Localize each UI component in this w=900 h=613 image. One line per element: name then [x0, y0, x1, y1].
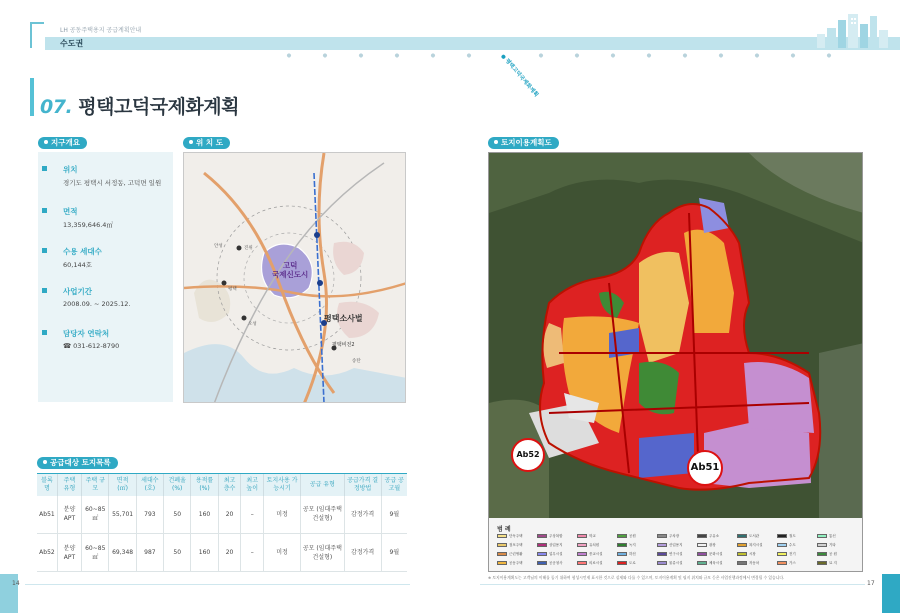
- table-cell: 분양APT: [57, 496, 81, 534]
- legend-item: 단독주택: [497, 534, 523, 539]
- location-main-label: 고덕 국제신도시: [272, 261, 309, 279]
- header-bracket: [30, 22, 44, 48]
- legend-item: 물류시설: [657, 561, 683, 566]
- section-landuse-label: 토지이용계획도: [488, 137, 559, 149]
- table-cell: –: [241, 496, 264, 534]
- district-tab[interactable]: [717, 52, 725, 60]
- legend-swatch: [777, 552, 787, 556]
- legend-item: 유치원: [577, 543, 599, 548]
- table-header-cell: 블록명: [37, 474, 57, 496]
- legend-swatch: [737, 534, 747, 538]
- legend-item: 도로: [617, 561, 636, 566]
- legend-swatch: [617, 561, 627, 565]
- table-row: [37, 496, 407, 534]
- district-tab[interactable]: [573, 52, 581, 60]
- table-cell: 20: [218, 496, 241, 534]
- location-small-label: 평택: [228, 287, 237, 292]
- legend-item: 업무시설: [537, 552, 563, 557]
- location-small-label: 오성: [248, 322, 257, 327]
- footer-divider: [480, 584, 865, 585]
- legend-item: 가스: [777, 561, 796, 566]
- section-overview-label: 지구개요: [38, 137, 87, 149]
- legend-swatch: [737, 561, 747, 565]
- legend-swatch: [737, 543, 747, 547]
- district-tab[interactable]: [609, 52, 617, 60]
- legend-item: 복지시설: [737, 543, 763, 548]
- table-cell: 공모 (임대주택 건설형): [301, 534, 345, 572]
- legend-item: 전기: [777, 552, 796, 557]
- district-tab[interactable]: [285, 52, 293, 60]
- legend-swatch: [497, 534, 507, 538]
- legend-swatch: [737, 552, 747, 556]
- legend-swatch: [697, 534, 707, 538]
- region-bar: [45, 37, 900, 50]
- district-tab[interactable]: [465, 52, 473, 60]
- breadcrumb: LH 공동주택용지 공급계획안내: [60, 27, 142, 34]
- legend-swatch: [657, 561, 667, 565]
- location-small-label: 진위: [244, 246, 253, 251]
- legend-swatch: [577, 543, 587, 547]
- table-header-cell: 공급가격 결정방법: [344, 474, 381, 496]
- section-location-label: 위 치 도: [183, 137, 230, 149]
- legend-item: 상업용지: [537, 543, 563, 548]
- legend-swatch: [817, 543, 827, 547]
- location-map: [183, 152, 406, 403]
- table-cell: 60~85㎡: [82, 496, 109, 534]
- district-tab[interactable]: [321, 52, 329, 60]
- legend-item: 주상복합: [537, 534, 563, 539]
- legend-swatch: [577, 561, 587, 565]
- legend-swatch: [657, 552, 667, 556]
- table-cell: 60~85㎡: [82, 534, 109, 572]
- legend-item: 시장: [737, 552, 756, 557]
- legend-item: 문화시설: [697, 552, 723, 557]
- legend-swatch: [697, 561, 707, 565]
- legend-swatch: [777, 543, 787, 547]
- legend-item: 도서관: [737, 534, 759, 539]
- legend-item: 근린생활: [497, 552, 523, 557]
- legend-item: 자동차: [737, 561, 759, 566]
- legend-swatch: [577, 552, 587, 556]
- legend-item: 공원: [617, 534, 636, 539]
- title-accent: [30, 78, 34, 116]
- legend-item: 묘 지: [817, 561, 837, 566]
- right-corner-bar: [882, 574, 900, 613]
- table-header-cell: 토지사용 가능시기: [264, 474, 301, 496]
- top-strip: [0, 0, 900, 10]
- legend-item: 녹지: [617, 543, 636, 548]
- district-tab[interactable]: [357, 52, 365, 60]
- legend-item: 산업용지: [657, 543, 683, 548]
- footer-divider: [25, 584, 410, 585]
- legend-swatch: [617, 543, 627, 547]
- legend-swatch: [777, 561, 787, 565]
- table-cell: 50: [164, 534, 191, 572]
- landuse-map-graphic: [489, 153, 863, 518]
- district-tab[interactable]: [429, 52, 437, 60]
- legend-swatch: [537, 543, 547, 547]
- legend-item: 학교: [577, 534, 596, 539]
- table-cell: Ab52: [37, 534, 57, 572]
- table-cell: 50: [164, 496, 191, 534]
- district-tab[interactable]: [789, 52, 797, 60]
- title-number: 07.: [40, 96, 73, 118]
- table-cell: 20: [218, 534, 241, 572]
- region-label: 수도권: [60, 39, 84, 48]
- table-header-cell: 세대수 (호): [136, 474, 163, 496]
- table-header-cell: 공급 유형: [301, 474, 345, 496]
- table-header-cell: 주택 규모: [82, 474, 109, 496]
- table-cell: 160: [191, 496, 218, 534]
- legend-item: 광장: [697, 543, 716, 548]
- legend-swatch: [697, 552, 707, 556]
- page-number-right: 17: [867, 580, 875, 587]
- district-tab[interactable]: [825, 52, 833, 60]
- table-cell: 미정: [264, 534, 301, 572]
- table-header-cell: 최고 층수: [218, 474, 241, 496]
- table-cell: –: [241, 534, 264, 572]
- legend-item: 통신: [817, 534, 836, 539]
- legend-swatch: [777, 534, 787, 538]
- table-cell: 공모 (임대주택 건설형): [301, 496, 345, 534]
- table-cell: 55,701: [109, 496, 136, 534]
- legend-swatch: [617, 552, 627, 556]
- landuse-map: [488, 152, 863, 572]
- legend-swatch: [657, 543, 667, 547]
- map-footnote: ※ 토지이용계획도는 고객님의 이해를 돕기 위하여 협성시언제 표시한 것으로 실제와 다를 수 있으며, 토지이용계획 및 필지 위치와 규모 등은 사업진행과정에서 변경될 수 있습니다.: [488, 575, 785, 580]
- page-number-left: 14: [12, 580, 20, 587]
- location-small-label: 안성: [214, 244, 223, 249]
- district-tabs: [290, 52, 850, 99]
- legend-swatch: [497, 543, 507, 547]
- location-secondary-label: 평택소사벌: [324, 314, 363, 323]
- legend-item: 기타: [817, 543, 836, 548]
- location-small-label: 송탄: [352, 359, 361, 364]
- legend-item: 수도: [777, 543, 796, 548]
- legend-swatch: [537, 534, 547, 538]
- legend-item: 철도: [777, 534, 796, 539]
- district-tab[interactable]: [393, 52, 401, 60]
- legend-item: 의료시설: [577, 561, 603, 566]
- title-text: 평택고덕국제화계획: [78, 96, 239, 118]
- block-marker-ab52[interactable]: Ab52: [511, 438, 545, 472]
- district-tab[interactable]: 평택고덕국제화계획: [500, 52, 541, 98]
- legend-item: 연구시설: [657, 552, 683, 557]
- table-cell: 감정가격: [344, 534, 381, 572]
- legend-item: 공공청사: [537, 561, 563, 566]
- legend-item: 공동주택: [497, 561, 523, 566]
- city-skyline-icon: [815, 10, 890, 48]
- legend-swatch: [537, 552, 547, 556]
- table-header-cell: 최고 높이: [241, 474, 264, 496]
- block-marker-ab51[interactable]: Ab51: [687, 450, 723, 486]
- table-cell: 9월: [381, 496, 407, 534]
- table-header-cell: 주택 유형: [57, 474, 81, 496]
- table-header-cell: 면적 (㎡): [109, 474, 136, 496]
- table-cell: 160: [191, 534, 218, 572]
- page-title: [40, 92, 239, 119]
- legend-swatch: [577, 534, 587, 538]
- district-tab[interactable]: [753, 52, 761, 60]
- table-cell: 9월: [381, 534, 407, 572]
- legend-swatch: [657, 534, 667, 538]
- legend-item: 주차장: [657, 534, 679, 539]
- legend-swatch: [817, 552, 827, 556]
- table-cell: 793: [136, 496, 163, 534]
- legend-item: 공 원: [817, 552, 837, 557]
- table-cell: 69,348: [109, 534, 136, 572]
- legend-item: 주유소: [697, 534, 719, 539]
- legend-title: 범 례: [497, 526, 511, 533]
- legend-swatch: [817, 561, 827, 565]
- table-header-cell: 용적률 (%): [191, 474, 218, 496]
- table-cell: 987: [136, 534, 163, 572]
- supply-table: [37, 473, 407, 572]
- legend-item: 하천: [617, 552, 636, 557]
- table-cell: 미정: [264, 496, 301, 534]
- district-tab[interactable]: [645, 52, 653, 60]
- table-cell: 감정가격: [344, 496, 381, 534]
- district-tab[interactable]: [537, 52, 545, 60]
- legend-item: 체육시설: [697, 561, 723, 566]
- legend-item: 종교시설: [577, 552, 603, 557]
- table-row: [37, 534, 407, 572]
- overview-panel: 위치 경기도 평택시 서정동, 고덕면 일원 면적 13,359,646.4㎡ 수용 세대수 60,144호 사업기간 2008.09. ~ 2025.12. 담당자 연락처 ☎ 031-612-8790: [38, 152, 173, 402]
- location-station-label: 평택비전2: [332, 342, 355, 348]
- table-header-cell: 공급 공고월: [381, 474, 407, 496]
- legend-swatch: [537, 561, 547, 565]
- legend-swatch: [617, 534, 627, 538]
- legend-item: 점포주택: [497, 543, 523, 548]
- map-legend: [489, 518, 863, 572]
- table-cell: 분양APT: [57, 534, 81, 572]
- district-tab[interactable]: [681, 52, 689, 60]
- legend-swatch: [497, 552, 507, 556]
- table-header-cell: 건폐율 (%): [164, 474, 191, 496]
- legend-swatch: [817, 534, 827, 538]
- legend-swatch: [497, 561, 507, 565]
- section-supply-label: 공급대상 토지목록: [37, 457, 118, 469]
- table-cell: Ab51: [37, 496, 57, 534]
- legend-swatch: [697, 543, 707, 547]
